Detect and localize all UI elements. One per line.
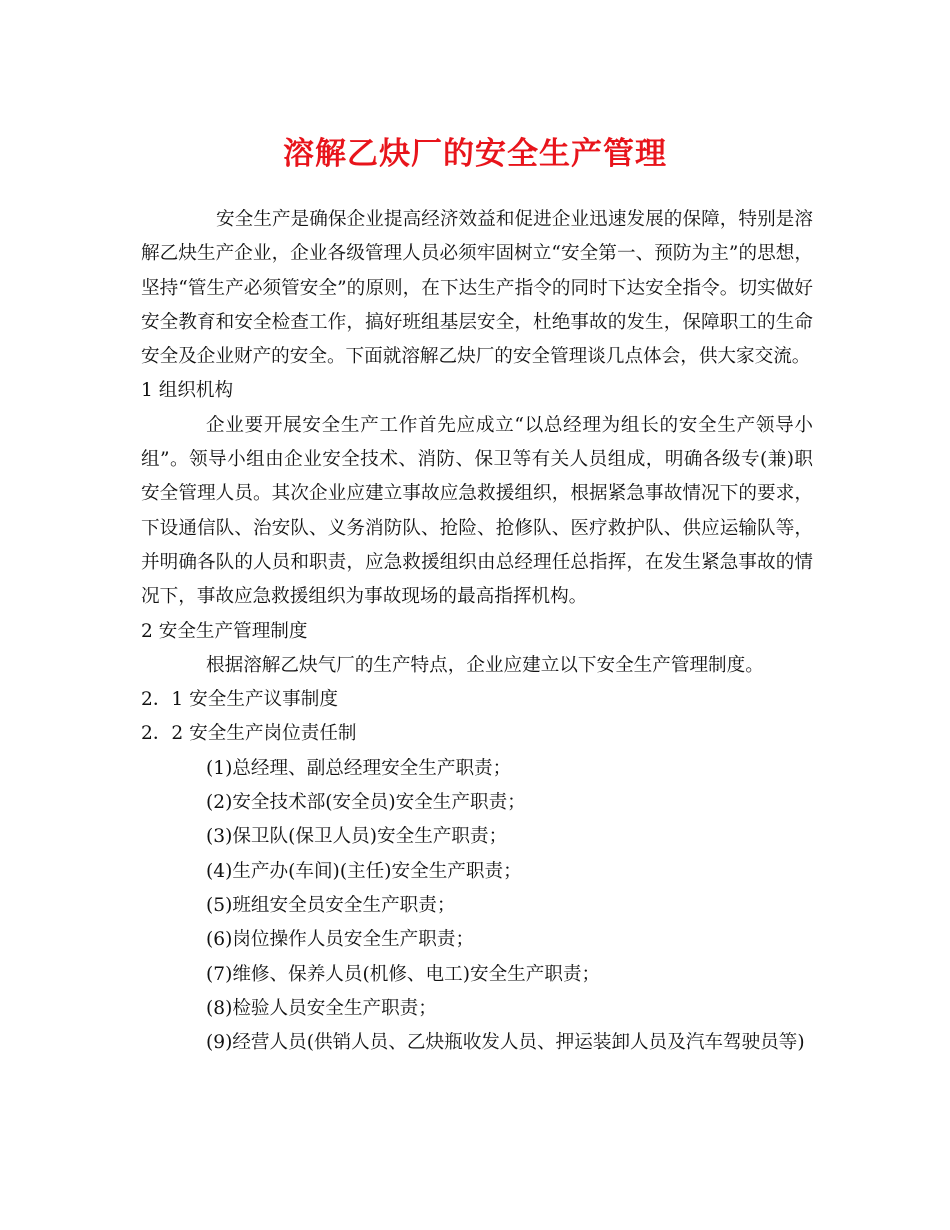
list-item: (7)维修、保养人员(机修、电工)安全生产职责； [206, 963, 601, 985]
list-item: (8)检验人员安全生产职责； [206, 997, 437, 1019]
list-item: (6)岗位操作人员安全生产职责； [206, 929, 475, 951]
list-item: (3)保卫队(保卫人员)安全生产职责； [206, 826, 508, 848]
section-2-1-heading: 2．1 安全生产议事制度 [141, 689, 338, 711]
document-body [141, 203, 813, 1060]
section-2-heading: 2 安全生产管理制度 [141, 620, 308, 642]
list-item: (2)安全技术部(安全员)安全生产职责； [206, 792, 526, 814]
section-2-paragraph: 根据溶解乙炔气厂的生产特点，企业应建立以下安全生产管理制度。 [206, 654, 764, 676]
list-item: (9)经营人员(供销人员、乙炔瓶收发人员、押运装卸人员及汽车驾驶员等) [206, 1032, 805, 1054]
document-title: 溶解乙炔厂的安全生产管理 [283, 136, 667, 172]
intro-paragraph: 安全生产是确保企业提高经济效益和促进企业迅速发展的保障，特别是溶解乙炔生产企业，企业各级管理人员必须牢固树立“安全第一、预防为主”的思想，坚持“管生产必须管安全”的原则，在下达生产指令的同时下达安全指令。切实做好安全教育和安全检查工作，搞好班组基层安全，杜绝事故的发生，保障职工的生命安全及企业财产的安全。下面就溶解乙炔厂的安全管理谈几点体会，供大家交流。 [141, 209, 813, 368]
list-item: (4)生产办(车间)(主任)安全生产职责； [206, 860, 522, 882]
section-1-heading: 1 组织机构 [141, 380, 234, 402]
section-1-paragraph: 企业要开展安全生产工作首先应成立“以总经理为组长的安全生产领导小组”。领导小组由企业安全技术、消防、保卫等有关人员组成，明确各级专(兼)职安全管理人员。其次企业应建立事故应急救援组织，根据紧急事故情况下的要求，下设通信队、治安队、义务消防队、抢险、抢修队、医疗救护队、供应运输队等，并明确各队的人员和职责，应急救援组织由总经理任总指挥，在发生紧急事故的情况下，事故应急救援组织为事故现场的最高指挥机构。 [141, 414, 813, 608]
list-item: (1)总经理、副总经理安全生产职责； [206, 757, 512, 779]
list-item: (5)班组安全员安全生产职责； [206, 894, 456, 916]
section-2-2-heading: 2．2 安全生产岗位责任制 [141, 723, 357, 745]
